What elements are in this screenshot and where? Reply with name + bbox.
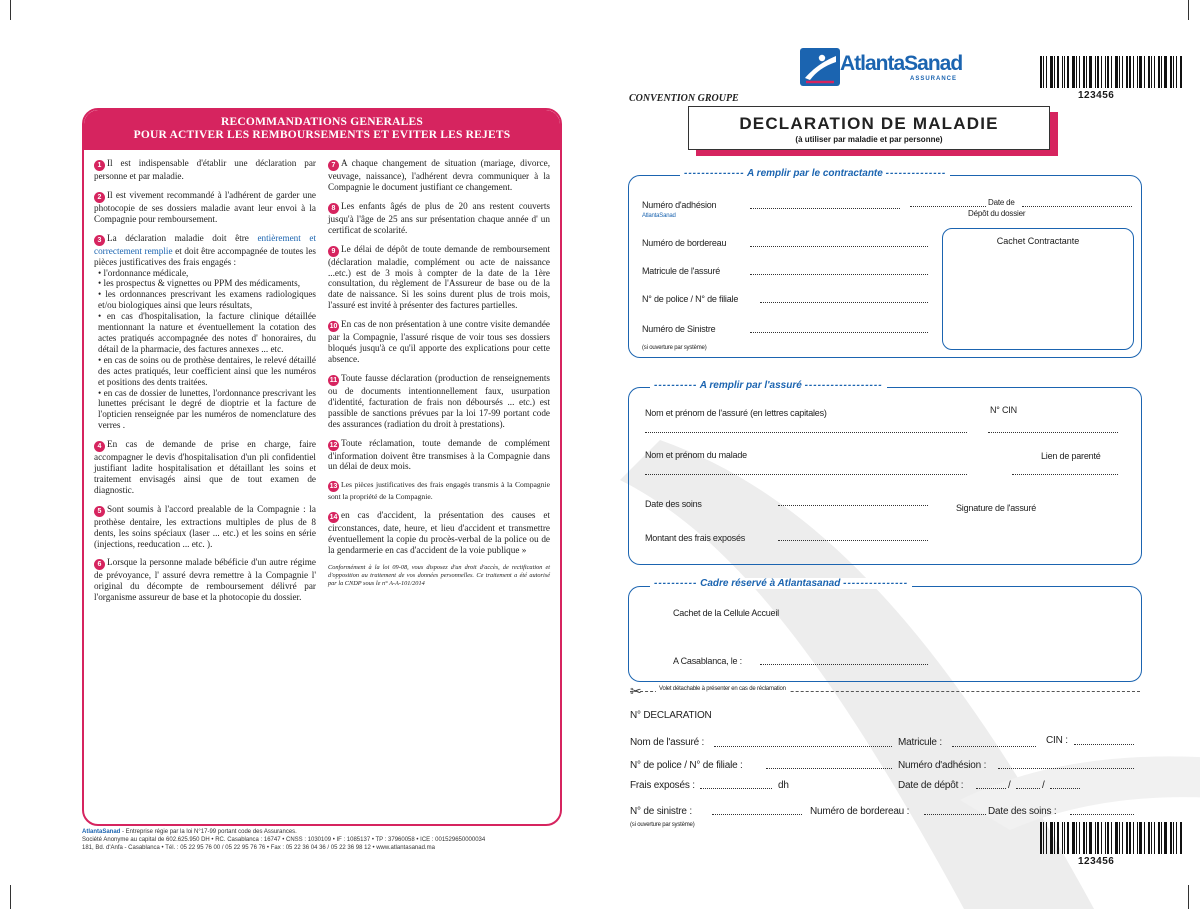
barcode-bar <box>1097 56 1099 88</box>
field-b-frais[interactable] <box>700 788 772 789</box>
barcode-bar <box>1064 822 1065 854</box>
field-b-num-adhesion[interactable] <box>998 768 1134 769</box>
field-b-bordereau[interactable] <box>924 814 986 815</box>
field-nom-assure[interactable] <box>645 432 967 433</box>
scissors-icon: ✂ <box>630 683 642 699</box>
label-b-sinistre-sub: (si ouverture par système) <box>630 822 695 828</box>
barcode-bar <box>1119 56 1120 88</box>
label-num-sinistre: Numéro de Sinistre <box>642 324 716 334</box>
header-line-1: RECOMMANDATIONS GENERALES <box>221 116 423 128</box>
label-cachet-cellule: Cachet de la Cellule Accueil <box>673 608 779 618</box>
barcode-bar <box>1062 822 1063 854</box>
barcode-bar <box>1126 56 1128 88</box>
barcode-bar <box>1148 56 1150 88</box>
field-b-date-depot-month[interactable] <box>1016 788 1040 789</box>
recommendation-1: 1 Il est indispensable d'établir une déclaration par personne et par maladie. <box>94 158 316 181</box>
barcode-bar <box>1129 822 1131 854</box>
recommendation-7: 7 A chaque changement de situation (mariage, divorce, veuvage, naissance), l'adhérent devra communiquer à la Compagnie le document justifiant ce changement. <box>328 158 550 192</box>
logo-subtitle: ASSURANCE <box>910 76 958 82</box>
barcode-bar <box>1161 822 1162 854</box>
barcode-bar <box>1083 822 1085 854</box>
label-volet-detachable: Volet détachable à présenter en cas de réclamation <box>656 686 789 692</box>
field-b-date-soins[interactable] <box>1070 814 1134 815</box>
barcode-bar <box>1144 822 1145 854</box>
field-b-matricule[interactable] <box>952 746 1036 747</box>
barcode-bar <box>1158 822 1160 854</box>
barcode-bar <box>1137 822 1138 854</box>
barcode-bar <box>1043 822 1044 854</box>
atlantasanad-logo <box>800 48 980 88</box>
form-title <box>688 106 1052 150</box>
footer-brand: AtlantaSanad <box>82 829 121 835</box>
barcode-bar <box>1161 56 1162 88</box>
barcode-top <box>1040 56 1183 88</box>
crop-mark <box>10 885 11 909</box>
recommendation-5: 5 Sont soumis à l'accord prealable de la Compagnie : la prothèse dentaire, les extractions multiples de plus de 8 dents, les soins spéciaux (laser ... etc.) et les soins en série (injections, reeducation ... etc. ). <box>94 503 316 549</box>
field-date-depot-2[interactable] <box>1022 206 1132 207</box>
recommendation-12: 12 Toute réclamation, toute demande de complément d'information doivent être transmises à la Compagnie dans un délai de deux mois. <box>328 437 550 472</box>
field-b-police[interactable] <box>766 768 892 769</box>
field-b-nom-assure[interactable] <box>714 746 892 747</box>
field-date-depot[interactable] <box>910 206 986 207</box>
barcode-bar <box>1101 822 1102 854</box>
field-num-adhesion[interactable] <box>750 208 900 209</box>
field-date-soins[interactable] <box>778 505 928 506</box>
barcode-bar <box>1097 822 1099 854</box>
field-lien-parente[interactable] <box>1012 474 1118 475</box>
barcode-bar <box>1180 56 1182 88</box>
recommendation-9: 9 Le délai de dépôt de toute demande de remboursement (déclaration maladie, complément ou acte de naissance ...etc.) est de 3 mois à compter de la date de la 1ère consultation, du règlement de l'Assureur de base ou de la date de naissance. Si les soins durent plus de trois mois, l'assuré est invité à présenter des factures partielles. <box>328 243 550 311</box>
label-b-bordereau: Numéro de bordereau : <box>810 806 910 817</box>
field-police-filiale[interactable] <box>760 302 928 303</box>
label-b-date-soins: Date des soins : <box>988 806 1057 817</box>
barcode-bar <box>1115 822 1118 854</box>
label-b-date-sep-2: / <box>1042 780 1045 791</box>
barcode-bar <box>1154 822 1155 854</box>
label-montant-frais: Montant des frais exposés <box>645 533 746 543</box>
barcode-bar <box>1151 56 1152 88</box>
cachet-contractante-box[interactable] <box>942 228 1134 350</box>
barcode-bar <box>1064 56 1065 88</box>
footer-line-2: Société Anonyme au capital de 602.625.950 DH • RC. Casablanca : 16747 • CNSS : 1030109 • IF : 1085137 • TP : 37960058 • ICE : 001529650000034 <box>82 837 486 843</box>
label-nom-assure: Nom et prénom de l'assuré (en lettres capitales) <box>645 408 827 418</box>
barcode-bar <box>1111 56 1112 88</box>
barcode-bar <box>1176 56 1177 88</box>
barcode-bar <box>1057 56 1059 88</box>
footer-line-1: - Entreprise régie par la loi N°17-99 portant code des Assurances. <box>120 829 297 835</box>
barcode-bar <box>1089 822 1092 854</box>
label-lien-parente: Lien de parenté <box>1041 451 1101 461</box>
barcode-bar <box>1148 822 1150 854</box>
label-depot-dossier: Dépôt du dossier <box>968 209 1026 218</box>
barcode-bar <box>1173 56 1174 88</box>
label-signature: Signature de l'assuré <box>956 503 1037 513</box>
barcode-bar <box>1139 56 1142 88</box>
barcode-bar <box>1054 822 1055 854</box>
barcode-bar <box>1137 56 1138 88</box>
barcode-bar <box>1122 56 1123 88</box>
barcode-bar <box>1107 822 1109 854</box>
label-b-police: N° de police / N° de filiale : <box>630 760 743 771</box>
field-montant-frais[interactable] <box>778 540 928 541</box>
field-num-sinistre[interactable] <box>750 332 928 333</box>
convention-label: CONVENTION GROUPE <box>629 93 739 104</box>
label-num-declaration: N° DECLARATION <box>630 710 712 721</box>
barcode-bar <box>1173 822 1174 854</box>
field-matricule[interactable] <box>750 274 928 275</box>
recommendation-8: 8 Les enfants âgés de plus de 20 ans restent couverts jusqu'à l'âge de 25 ans sur présentation chaque année d' un certificat de scolarité. <box>328 200 550 235</box>
section-reserve-label: ---------- Cadre réservé à Atlantasanad --------------- <box>650 578 912 589</box>
data-protection-notice: Conformément à la loi 09-08, vous disposez d'un droit d'accès, de rectification et d'opposition au traitement de vos données personnelles. Ce traitement a été autorisé par la CNDP sous le n° A-A-101/2014 <box>328 563 550 587</box>
section-assure-label: ---------- A remplir par l'assuré ------------------ <box>650 380 887 391</box>
recommendations-column-right <box>328 158 550 611</box>
barcode-bar <box>1158 56 1160 88</box>
barcode-bar <box>1139 822 1142 854</box>
form-title-main: DECLARATION DE MALADIE <box>739 114 999 133</box>
logo-name: AtlantaSanad <box>840 52 963 75</box>
barcode-bar <box>1144 56 1145 88</box>
company-footer <box>82 828 562 852</box>
label-num-adhesion: Numéro d'adhésion <box>642 200 717 210</box>
barcode-bottom <box>1040 822 1183 854</box>
barcode-bar <box>1040 822 1042 854</box>
barcode-bar <box>1176 822 1177 854</box>
barcode-bar <box>1151 822 1152 854</box>
barcode-bar <box>1133 56 1134 88</box>
recommendation-2: 2 Il est vivement recommandé à l'adhérent de garder une photocopie de ses dossiers maladie avant leur envoi à la Compagnie pour remboursement. <box>94 189 316 224</box>
recommendation-4: 4 En cas de demande de prise en charge, faire accompagner le devis d'hospitalisation d'un pli confidentiel justifiant ladite hospitalisation et détaillant les soins et traitement envisagés ainsi que de tout examen de diagnostic. <box>94 439 316 495</box>
barcode-bar <box>1086 822 1087 854</box>
barcode-bar <box>1050 56 1053 88</box>
cachet-contractante-label: Cachet Contractante <box>996 236 1080 246</box>
label-b-date-depot: Date de dépôt : <box>898 780 964 791</box>
barcode-bar <box>1170 56 1172 88</box>
label-b-frais: Frais exposés : <box>630 780 695 791</box>
barcode-bar <box>1054 56 1055 88</box>
barcode-bar <box>1154 56 1155 88</box>
barcode-bar <box>1101 56 1102 88</box>
barcode-bar <box>1079 56 1080 88</box>
field-num-bordereau[interactable] <box>750 246 928 247</box>
recommendation-14: 14 en cas d'accident, la présentation des causes et circonstances, date, heure, et lieu d'accident et transmettre éventuellement la copie du procès-verbal de la police ou de la gendarmerie en cas d'accident de la voie publique » <box>328 509 550 555</box>
recommendation-13: 13 Les pièces justificatives des frais engagés transmis à la Compagnie sont la propriété de la Compagnie. <box>328 480 550 502</box>
barcode-bar <box>1062 56 1063 88</box>
recommendations-header <box>84 110 560 150</box>
recommendation-6: 6 Lorsque la personne malade bébéficie d'un autre régime de prévoyance, l' assuré devra remettre à la Compagnie l' original du décompte de remboursement délivré par l'organisme assureur de base et la photocopie du dossier. <box>94 557 316 603</box>
label-casablanca-le: A Casablanca, le : <box>673 656 742 666</box>
barcode-bar <box>1119 822 1120 854</box>
barcode-bar <box>1126 822 1128 854</box>
label-b-cin: CIN : <box>1046 735 1068 746</box>
barcode-bar <box>1079 822 1080 854</box>
barcode-bar <box>1129 56 1131 88</box>
label-num-bordereau: Numéro de bordereau <box>642 238 727 248</box>
recommendation-11: 11 Toute fausse déclaration (production de renseignements ou de documents intentionnellement faux, usurpation d'identité, facturation de frais non déboursés ... etc.) est passible de sanctions prévues par la loi 17-99 portant code des assurances (radiation du droit à prestations). <box>328 372 550 429</box>
field-cin[interactable] <box>988 432 1118 433</box>
barcode-bar <box>1076 56 1077 88</box>
barcode-bar <box>1072 56 1075 88</box>
label-num-adhesion-sub: AtlantaSanad <box>642 213 676 219</box>
barcode-bar <box>1072 822 1075 854</box>
footer-line-3: 181, Bd. d'Anfa - Casablanca • Tél. : 05 22 95 76 00 / 05 22 95 76 76 • Fax : 05 22 36 04 36 / 05 22 36 98 12 • www.atlantasanad.ma <box>82 845 435 851</box>
field-b-date-depot-day[interactable] <box>976 788 1006 789</box>
field-casablanca-date[interactable] <box>760 664 928 665</box>
barcode-bar <box>1095 56 1096 88</box>
label-b-date-sep-1: / <box>1008 780 1011 791</box>
field-b-sinistre[interactable] <box>712 814 802 815</box>
barcode-bar <box>1164 822 1167 854</box>
barcode-bar <box>1122 822 1123 854</box>
barcode-number-bottom: 123456 <box>1078 856 1115 867</box>
label-b-sinistre: N° de sinistre : <box>630 806 692 817</box>
barcode-bar <box>1133 822 1134 854</box>
barcode-bar <box>1040 56 1042 88</box>
label-date-de: Date de <box>988 198 1015 207</box>
barcode-bar <box>1050 822 1053 854</box>
label-cin: N° CIN <box>990 405 1017 415</box>
barcode-bar <box>1089 56 1092 88</box>
label-matricule: Matricule de l'assuré <box>642 266 721 276</box>
barcode-bar <box>1046 56 1047 88</box>
label-nom-malade: Nom et prénom du malade <box>645 450 747 460</box>
barcode-bar <box>1105 56 1106 88</box>
recommendation-10: 10 En cas de non présentation à une contre visite demandée par la Compagnie, l'assuré risque de voir tous ses dossiers bloqués jusqu'à ce qu'il apporte des explications pour cette absence. <box>328 319 550 364</box>
label-sinistre-sub: (si ouverture par système) <box>642 345 707 351</box>
label-b-matricule: Matricule : <box>898 737 942 748</box>
label-date-soins: Date des soins <box>645 499 702 509</box>
label-b-dh: dh <box>778 780 789 791</box>
barcode-bar <box>1067 822 1069 854</box>
barcode-bar <box>1057 822 1059 854</box>
recommendations-panel <box>82 108 562 826</box>
barcode-bar <box>1105 822 1106 854</box>
barcode-bar <box>1164 56 1167 88</box>
label-police-filiale: N° de police / N° de filiale <box>642 294 739 304</box>
barcode-bar <box>1111 822 1112 854</box>
field-nom-malade[interactable] <box>645 474 967 475</box>
barcode-bar <box>1086 56 1087 88</box>
form-title-sub: (à utiliser par maladie et par personne) <box>795 135 943 144</box>
barcode-bar <box>1083 56 1085 88</box>
field-b-date-depot-year[interactable] <box>1050 788 1080 789</box>
barcode-bar <box>1046 822 1047 854</box>
barcode-bar <box>1180 822 1182 854</box>
logo-icon <box>800 48 840 86</box>
section-contractante-label: -------------- A remplir par le contractante -------------- <box>680 168 950 179</box>
barcode-bar <box>1043 56 1044 88</box>
label-b-nom-assure: Nom de l'assuré : <box>630 737 705 748</box>
barcode-bar <box>1115 56 1118 88</box>
barcode-number-top: 123456 <box>1078 90 1115 101</box>
crop-mark <box>1188 0 1189 20</box>
field-b-cin[interactable] <box>1074 744 1134 745</box>
label-b-num-adhesion: Numéro d'adhésion : <box>898 760 987 771</box>
barcode-bar <box>1067 56 1069 88</box>
barcode-bar <box>1095 822 1096 854</box>
header-line-2: POUR ACTIVER LES REMBOURSEMENTS ET EVITER LES REJETS <box>133 129 511 141</box>
recommendations-column-left <box>94 158 316 611</box>
section-reserve <box>628 586 1142 682</box>
barcode-bar <box>1076 822 1077 854</box>
crop-mark <box>10 0 11 20</box>
recommendation-3: 3 La déclaration maladie doit être entièrement et correctement remplie et doit être accompagnée de toutes les pièces justificatives des frais engagés : • l'ordonnance médicale, • les prospectus & vignettes ou PPM des médicaments, • les ordonnances prescrivant les examens radiologiques et/ou biologiques ainsi que leurs résultats, • en cas d'hospitalisation, la facture clinique détaillée mentionnant la nature et éventuellement la cotation des actes pratiqués accompagnée des notes d' honoraires, du détail de la pharmacie, des factures annexes ... etc. • en cas de soins ou de prothèse dentaires, le relevé détaillé des actes pratiqués, leur coefficient ainsi que les numéros et positions des dents traitées. • en cas de dossier de lunettes, l'ordonnance prescrivant les lunettes précisant le degré de dioptrie et la facture de l'opticien renseignée par les numéros de nomenclature des verres . <box>94 232 317 431</box>
barcode-bar <box>1170 822 1172 854</box>
barcode-bar <box>1107 56 1109 88</box>
